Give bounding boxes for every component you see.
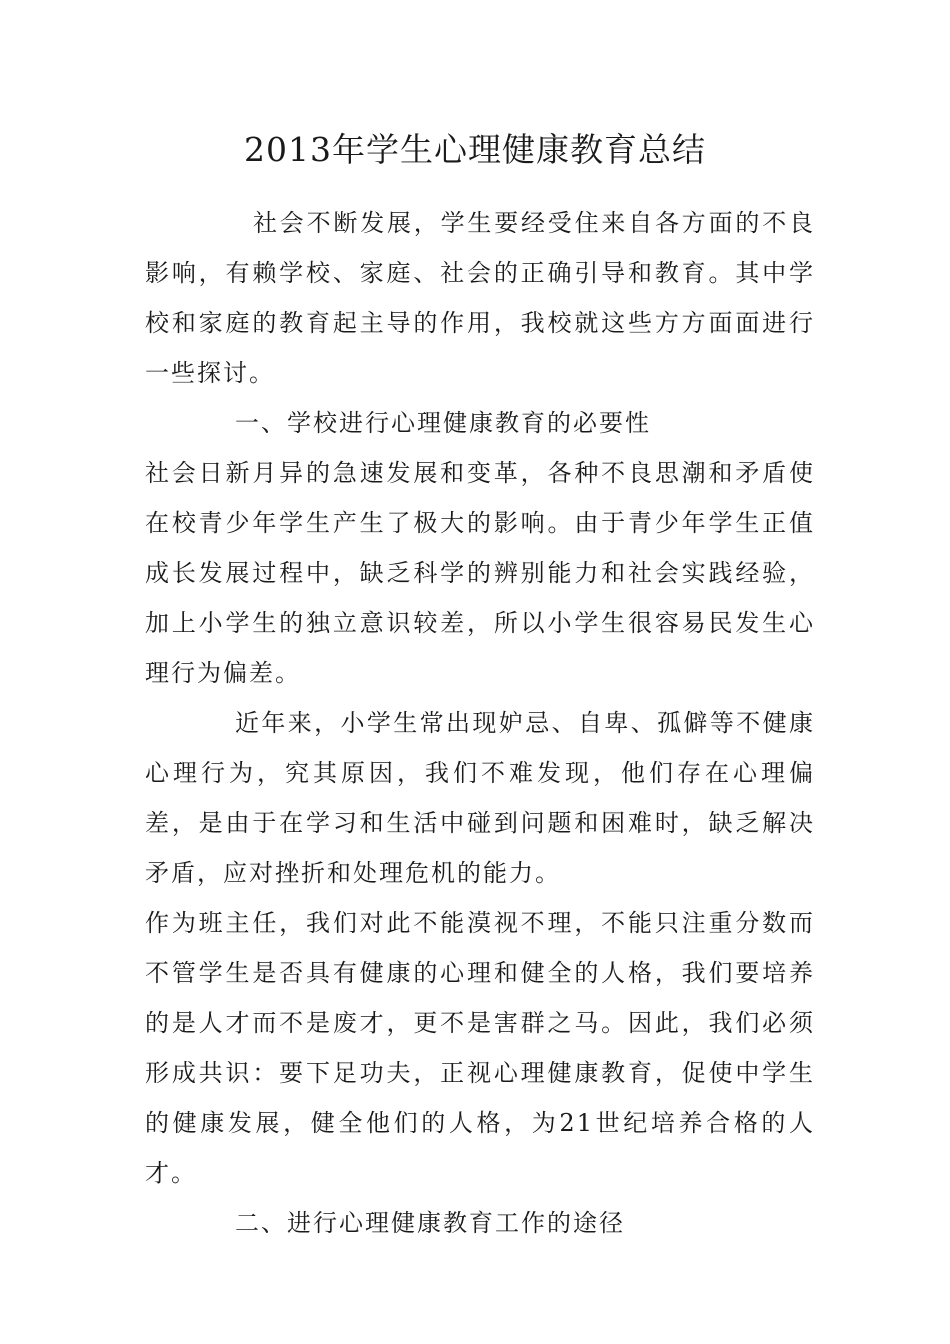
intro-paragraph: 社会不断发展，学生要经受住来自各方面的不良影响，有赖学校、家庭、社会的正确引导和教育。其中学校和家庭的教育起主导的作用，我校就这些方方面面进行一些探讨。 <box>145 209 815 387</box>
section-heading-2: 二、进行心理健康教育工作的途径 <box>235 1209 625 1237</box>
body-paragraph-3: 作为班主任，我们对此不能漠视不理，不能只注重分数而不管学生是否具有健康的心理和健全的人格，我们要培养的是人才而不是废才，更不是害群之马。因此，我们必须形成共识：要下足功夫，正视心理健康教育，促使中学生的健康发展，健全他们的人格，为21世纪培养合格的人才。 <box>145 909 815 1187</box>
document-title: 2013年学生心理健康教育总结 <box>244 130 706 169</box>
body-paragraph-2: 近年来，小学生常出现妒忌、自卑、孤僻等不健康心理行为，究其原因，我们不难发现，他们存在心理偏差，是由于在学习和生活中碰到问题和困难时，缺乏解决矛盾，应对挫折和处理危机的能力。 <box>145 709 815 887</box>
document-body <box>145 198 815 1248</box>
body-paragraph-1: 社会日新月异的急速发展和变革，各种不良思潮和矛盾使在校青少年学生产生了极大的影响。由于青少年学生正值成长发展过程中，缺乏科学的辨别能力和社会实践经验，加上小学生的独立意识较差，所以小学生很容易民发生心理行为偏差。 <box>145 459 815 687</box>
section-heading-1: 一、学校进行心理健康教育的必要性 <box>235 409 651 437</box>
